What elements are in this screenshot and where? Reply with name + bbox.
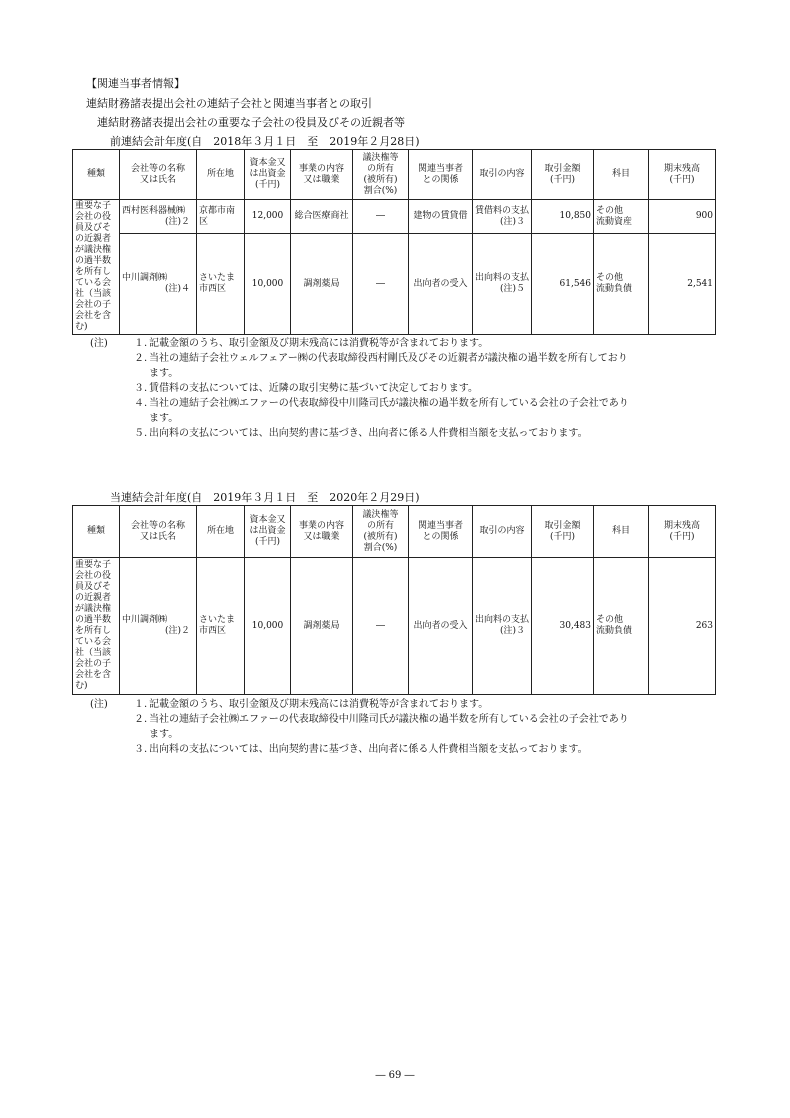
note-item [90,352,710,367]
note-text: ます。 [149,413,179,424]
note-number: ３. [134,383,148,394]
note-number: １. [134,699,148,710]
curr-header-row [73,506,716,558]
note-ref: (注)４ [164,284,190,295]
account-cell: その他 流動資産 [594,200,649,234]
note-text: 賃借料の支払については、近隣の取引実勢に基づいて決定しております。 [149,383,478,394]
name-cell [120,558,197,695]
col-header: 会社等の名称 又は氏名 [120,506,197,558]
company-name: 中川調剤㈱ [122,273,168,284]
voting-cell: ― [353,200,409,234]
prev-notes [90,337,710,442]
note-mark: (注) [90,699,108,710]
balance-cell: 263 [649,558,716,695]
location-cell: 京都市南区 [197,200,245,234]
name-cell [120,234,197,335]
account-cell: その他 流動負債 [594,234,649,335]
voting-cell: ― [353,558,409,695]
curr-year-table [72,505,716,695]
relation-cell: 出向者の受入 [409,558,473,695]
prev-year-table [72,149,716,335]
company-name: 中川調剤㈱ [122,615,168,625]
table-row [73,234,716,335]
note-text: 記載金額のうち、取引金額及び期末残高には消費税等が含まれております。 [149,699,489,710]
col-header: 事業の内容 又は職業 [291,506,353,558]
transaction-text: 出向料の支払 [475,615,530,625]
section-title: 【関連当事者情報】 [86,77,185,90]
col-header: 資本金又 は出資金 (千円) [245,506,291,558]
note-ref: (注)３ [499,626,525,636]
col-header: 事業の内容 又は職業 [291,150,353,200]
business-cell: 調剤薬局 [291,558,353,695]
note-item-continuation [90,728,710,743]
transaction-cell [473,558,532,695]
note-item [90,397,710,412]
note-ref: (注)２ [164,216,190,227]
relation-cell: 出向者の受入 [409,234,473,335]
note-text: 当社の連結子会社㈱エファーの代表取締役中川隆司氏が議決権の過半数を所有している会社の子会社であり [149,398,629,409]
note-number: １. [134,338,148,349]
note-item [90,698,710,713]
transaction-cell [473,234,532,335]
col-header: 期末残高 (千円) [649,506,716,558]
note-item-continuation [90,367,710,382]
capital-cell: 10,000 [245,234,291,335]
note-item [90,427,710,442]
subheading-consolidated-subsidiaries: 連結財務諸表提出会社の連結子会社と関連当事者との取引 [86,97,372,110]
note-number: ２. [134,714,148,725]
col-header: 種類 [73,506,120,558]
col-header: 科目 [594,150,649,200]
company-name: 西村医科器械㈱ [122,205,186,216]
balance-cell: 900 [649,200,716,234]
transaction-cell [473,200,532,234]
col-header: 所在地 [197,506,245,558]
amount-cell: 30,483 [532,558,594,695]
table-row [73,558,716,695]
note-text: ます。 [149,368,179,379]
note-ref: (注)２ [164,626,190,636]
capital-cell: 12,000 [245,200,291,234]
col-header: 種類 [73,150,120,200]
capital-cell: 10,000 [245,558,291,695]
note-item [90,743,710,758]
note-item [90,337,710,352]
account-cell: その他 流動負債 [594,558,649,695]
business-cell: 総合医療商社 [291,200,353,234]
col-header: 取引の内容 [473,150,532,200]
note-mark: (注) [90,338,108,349]
page-number: ― 69 ― [375,1070,415,1081]
col-header: 議決権等 の所有 (被所有) 割合(%) [353,506,409,558]
col-header: 取引の内容 [473,506,532,558]
note-text: 出向料の支払については、出向契約書に基づき、出向者に係る人件費相当額を支払っております。 [149,428,588,439]
col-header: 取引金額 (千円) [532,506,594,558]
subheading-officers-relatives: 連結財務諸表提出会社の重要な子会社の役員及びその近親者等 [97,116,405,129]
transaction-text: 出向料の支払 [475,273,530,284]
balance-cell: 2,541 [649,234,716,335]
note-ref: (注)５ [499,284,525,295]
voting-cell: ― [353,234,409,335]
curr-period-label: 当連結会計年度(自 2019年３月１日 至 2020年２月29日) [110,491,420,504]
note-text: 当社の連結子会社ウェルフェアー㈱の代表取締役西村剛氏及びその近親者が議決権の過半数を所有しており [149,353,628,364]
note-item [90,382,710,397]
note-number: ４. [134,398,148,409]
col-header: 関連当事者 との関係 [409,150,473,200]
location-cell: さいたま市西区 [197,558,245,695]
col-header: 期末残高 (千円) [649,150,716,200]
note-text: ます。 [149,729,179,740]
col-header: 科目 [594,506,649,558]
location-cell: さいたま市西区 [197,234,245,335]
amount-cell: 61,546 [532,234,594,335]
note-text: 記載金額のうち、取引金額及び期末残高には消費税等が含まれております。 [149,338,489,349]
col-header: 議決権等 の所有 (被所有) 割合(%) [353,150,409,200]
col-header: 取引金額 (千円) [532,150,594,200]
transaction-text: 賃借料の支払 [475,205,530,216]
note-number: ２. [134,353,148,364]
col-header: 所在地 [197,150,245,200]
note-number: ５. [134,428,148,439]
amount-cell: 10,850 [532,200,594,234]
note-ref: (注)３ [499,216,525,227]
curr-notes [90,698,710,758]
name-cell [120,200,197,234]
col-header: 関連当事者 との関係 [409,506,473,558]
note-text: 出向料の支払については、出向契約書に基づき、出向者に係る人件費相当額を支払っております。 [149,744,588,755]
prev-period-label: 前連結会計年度(自 2018年３月１日 至 2019年２月28日) [110,135,420,148]
note-item [90,713,710,728]
table-row [73,200,716,234]
note-item-continuation [90,412,710,427]
col-header: 資本金又 は出資金 (千円) [245,150,291,200]
type-cell: 重要な子会社の役員及びその近親者が議決権の過半数を所有している会社（当該会社の子会社を含む) [73,558,120,695]
type-cell: 重要な子会社の役員及びその近親者が議決権の過半数を所有している会社（当該会社の子会社を含む) [73,200,120,335]
prev-header-row [73,150,716,200]
note-number: ３. [134,744,148,755]
note-text: 当社の連結子会社㈱エファーの代表取締役中川隆司氏が議決権の過半数を所有している会社の子会社であり [149,714,629,725]
relation-cell: 建物の賃貸借 [409,200,473,234]
business-cell: 調剤薬局 [291,234,353,335]
col-header: 会社等の名称 又は氏名 [120,150,197,200]
